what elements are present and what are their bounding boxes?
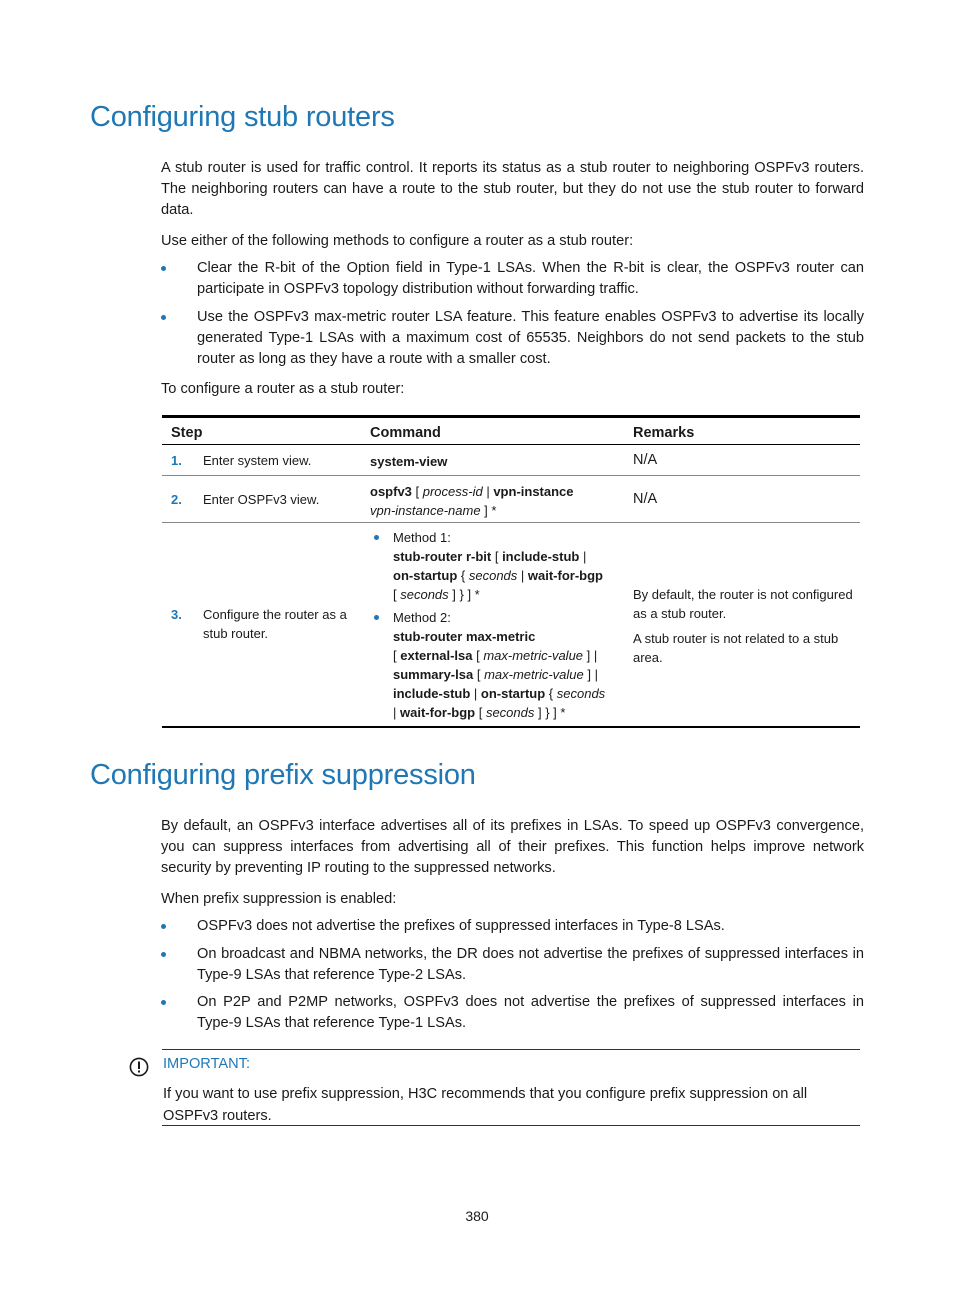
section-title-prefix-suppression: Configuring prefix suppression (90, 759, 476, 791)
stub-router-table (162, 415, 860, 728)
prefix-intro-paragraph: By default, an OSPFv3 interface advertises all of its prefixes in LSAs. To speed up OSPFv3 convergence, you can suppress interfaces from advertising all of their prefixes. This function helps improve network security by preventing IP routing to the suppressed networks. (161, 818, 864, 876)
remarks-text: A stub router is not related to a stub area. (633, 631, 839, 665)
header-command: Command (370, 425, 441, 441)
important-icon (129, 1057, 149, 1077)
bullet-icon (161, 315, 166, 320)
remarks-text: N/A (633, 491, 658, 507)
list-item-text: OSPFv3 does not advertise the prefixes of suppressed interfaces in Type-8 LSAs. (197, 918, 725, 934)
section-title-stub-routers: Configuring stub routers (90, 101, 395, 133)
header-step: Step (171, 425, 203, 441)
method-2: Method 2: stub-router max-metric [ external-lsa [ max-metric-value ] | summary-lsa [ max-metric-value ] | include-stub | on-startup { seconds | wait-for-bgp [ seconds ] } ] * (370, 608, 628, 722)
step-description: Configure the router as a stub router. (203, 607, 347, 641)
bullet-icon (374, 535, 379, 540)
bullet-icon (161, 952, 166, 957)
important-label: IMPORTANT: (163, 1056, 251, 1072)
stub-methods-lead: Use either of the following methods to configure a router as a stub router: (161, 233, 634, 249)
stub-intro-paragraph: A stub router is used for traffic control. It reports its status as a stub router to neighboring OSPFv3 routers. The neighboring routers can have a route to the stub router, but they do not use the stub router to forward data. (161, 160, 864, 218)
remarks-text: N/A (633, 452, 658, 468)
stub-configure-lead: To configure a router as a stub router: (161, 381, 405, 397)
command-text: ospfv3 [ process-id | vpn-instance vpn-instance-name ] * (370, 484, 574, 518)
list-item-text: On broadcast and NBMA networks, the DR does not advertise the prefixes of suppressed interfaces in Type-9 LSAs that reference Type-2 LSAs. (197, 946, 864, 983)
prefix-lead: When prefix suppression is enabled: (161, 891, 397, 907)
page-number: 380 (465, 1208, 489, 1224)
note-divider-bottom (162, 1125, 860, 1126)
bullet-icon (374, 615, 379, 620)
step-number: 2. (171, 492, 182, 507)
note-divider-top (162, 1049, 860, 1050)
bullet-icon (161, 266, 166, 271)
step-number: 1. (171, 453, 182, 468)
method-1: Method 1: stub-router r-bit [ include-stub | on-startup { seconds | wait-for-bgp [ seconds ] } ] * (370, 528, 628, 604)
header-remarks: Remarks (633, 425, 695, 441)
step-description: Enter system view. (203, 453, 312, 468)
list-item-text: Use the OSPFv3 max-metric router LSA feature. This feature enables OSPFv3 to advertise its locally generated Type-1 LSAs with a maximum cost of 65535. Neighbors do not send packets to the stub router as long as they have a route with a smaller cost. (197, 309, 864, 367)
list-item-text: Clear the R-bit of the Option field in Type-1 LSAs. When the R-bit is clear, the OSPFv3 router can participate in OSPFv3 topology distribution without forwarding traffic. (197, 260, 864, 297)
command-text: system-view (370, 454, 448, 469)
bullet-icon (161, 924, 166, 929)
step-number: 3. (171, 607, 182, 622)
command-text (370, 528, 628, 722)
list-item-text: On P2P and P2MP networks, OSPFv3 does not advertise the prefixes of suppressed interfaces in Type-9 LSAs that reference Type-1 LSAs. (197, 994, 864, 1031)
remarks-text: By default, the router is not configured as a stub router. (633, 587, 853, 621)
important-text: If you want to use prefix suppression, H3C recommends that you configure prefix suppression on all OSPFv3 routers. (163, 1086, 808, 1124)
step-description: Enter OSPFv3 view. (203, 492, 320, 507)
bullet-icon (161, 1000, 166, 1005)
